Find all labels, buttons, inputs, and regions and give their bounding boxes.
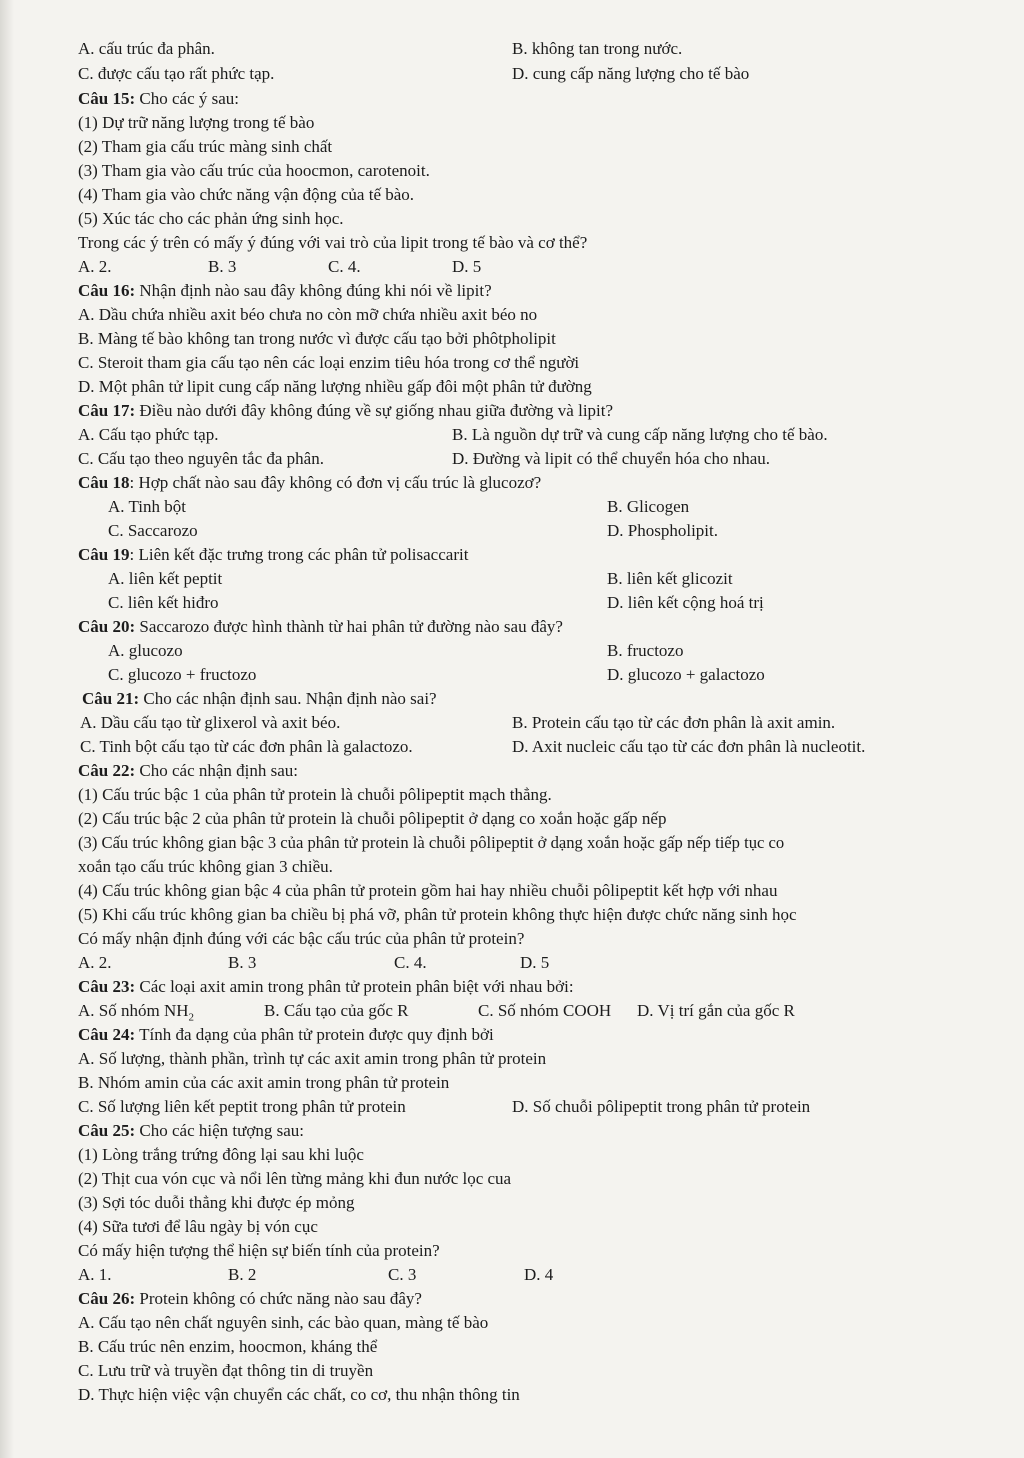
- q17-option-a: A. Cấu tạo phức tạp.: [78, 425, 219, 444]
- q22-stem: Cho các nhận định sau:: [139, 761, 299, 780]
- q18-heading: [78, 472, 541, 494]
- q17-heading: [78, 400, 613, 422]
- q20-heading: [78, 616, 563, 638]
- q26-label: Câu 26:: [78, 1289, 136, 1308]
- q19-option-b: B. liên kết glicozit: [607, 569, 733, 588]
- q25-option-a: A. 1.: [78, 1265, 112, 1284]
- q22-option-c: C. 4.: [394, 953, 427, 972]
- q23-option-b: B. Cấu tạo của gốc R: [264, 1001, 409, 1020]
- page-edge-shadow: [0, 0, 14, 1458]
- q24-label: Câu 24:: [78, 1025, 136, 1044]
- q17-option-b: B. Là nguồn dự trữ và cung cấp năng lượng cho tế bào.: [452, 425, 828, 444]
- q19-heading: [78, 544, 468, 566]
- q26-option-d: D. Thực hiện việc vận chuyển các chất, co cơ, thu nhận thông tin: [78, 1385, 520, 1404]
- q19-option-c: C. liên kết hiđro: [108, 593, 219, 612]
- q25-label: Câu 25:: [78, 1121, 136, 1140]
- q22-item-1: (1) Cấu trúc bậc 1 của phân tử protein là chuỗi pôlipeptit mạch thẳng.: [78, 785, 552, 804]
- q22-option-d: D. 5: [520, 953, 550, 972]
- q15-option-a: A. 2.: [78, 257, 112, 276]
- q15-option-b: B. 3: [208, 257, 237, 276]
- q26-stem: Protein không có chức năng nào sau đây?: [139, 1289, 422, 1308]
- q16-option-d: D. Một phân tử lipit cung cấp năng lượng nhiều gấp đôi một phân tử đường: [78, 377, 592, 396]
- q20-option-a: A. glucozo: [108, 641, 183, 660]
- q16-stem: Nhận định nào sau đây không đúng khi nói về lipit?: [139, 281, 492, 300]
- q20-option-d: D. glucozo + galactozo: [607, 665, 765, 684]
- q22-option-b: B. 3: [228, 953, 257, 972]
- q25-option-c: C. 3: [388, 1265, 417, 1284]
- q26-option-a: A. Cấu tạo nên chất nguyên sinh, các bào quan, màng tế bào: [78, 1313, 489, 1332]
- q21-option-b: B. Protein cấu tạo từ các đơn phân là axit amin.: [512, 713, 836, 732]
- q21-option-c: C. Tinh bột cấu tạo từ các đơn phân là galactozo.: [80, 737, 413, 756]
- q15-option-d: D. 5: [452, 257, 482, 276]
- q23-option-c: C. Số nhóm COOH: [478, 1001, 612, 1020]
- q17-option-c: C. Cấu tạo theo nguyên tắc đa phân.: [78, 449, 324, 468]
- q23-option-a-text: A. Số nhóm NH: [78, 1001, 189, 1020]
- q20-label: Câu 20:: [78, 617, 136, 636]
- q15-stem: Cho các ý sau:: [139, 89, 240, 108]
- q18-option-a: A. Tinh bột: [108, 497, 186, 516]
- q22-item-3-cont: xoắn tạo cấu trúc không gian 3 chiều.: [78, 857, 333, 876]
- q22-question: Có mấy nhận định đúng với các bậc cấu trúc của phân tử protein?: [78, 929, 525, 948]
- q25-item-2: (2) Thịt cua vón cục và nổi lên từng mảng khi đun nước lọc cua: [78, 1169, 512, 1188]
- q20-stem: Saccarozo được hình thành từ hai phân tử đường nào sau đây?: [139, 617, 563, 636]
- q18-label: Câu 18: [78, 473, 130, 492]
- q19-option-d: D. liên kết cộng hoá trị: [607, 593, 764, 612]
- q22-item-3: (3) Cấu trúc không gian bậc 3 của phân tử protein là chuỗi pôlipeptit ở dạng xoắn hoặc gấp nếp tiếp tục co: [78, 833, 785, 852]
- q20-option-c: C. glucozo + fructozo: [108, 665, 257, 684]
- q15-item-1: (1) Dự trữ năng lượng trong tế bào: [78, 113, 315, 132]
- q25-item-3: (3) Sợi tóc duỗi thẳng khi được ép mỏng: [78, 1193, 355, 1212]
- q26-option-c: C. Lưu trữ và truyền đạt thông tin di truyền: [78, 1361, 374, 1380]
- q19-stem: : Liên kết đặc trưng trong các phân tử polisaccarit: [129, 545, 469, 564]
- q23-option-a-subscript: 2: [188, 1011, 195, 1024]
- q26-option-b: B. Cấu trúc nên enzim, hoocmon, kháng thể: [78, 1337, 378, 1356]
- q15-heading: [78, 88, 239, 110]
- q17-option-d: D. Đường và lipit có thể chuyển hóa cho nhau.: [452, 449, 770, 468]
- q15-question: Trong các ý trên có mấy ý đúng với vai trò của lipit trong tế bào và cơ thể?: [78, 233, 588, 252]
- q22-heading: [78, 760, 298, 782]
- q19-label: Câu 19: [78, 545, 130, 564]
- q20-option-b: B. fructozo: [607, 641, 684, 660]
- q25-option-d: D. 4: [524, 1265, 554, 1284]
- q21-heading: [82, 688, 437, 710]
- q15-item-4: (4) Tham gia vào chức năng vận động của tế bào.: [78, 185, 415, 204]
- q16-heading: [78, 280, 492, 302]
- q22-label: Câu 22:: [78, 761, 136, 780]
- q17-label: Câu 17:: [78, 401, 136, 420]
- q23-label: Câu 23:: [78, 977, 136, 996]
- q14-option-a: A. cấu trúc đa phân.: [78, 39, 215, 58]
- q24-option-a: A. Số lượng, thành phần, trình tự các axit amin trong phân tử protein: [78, 1049, 547, 1068]
- q25-option-b: B. 2: [228, 1265, 257, 1284]
- q23-option-d: D. Vị trí gắn của gốc R: [637, 1001, 795, 1020]
- q19-option-a: A. liên kết peptit: [108, 569, 223, 588]
- q24-heading: [78, 1024, 494, 1046]
- q16-label: Câu 16:: [78, 281, 136, 300]
- q26-heading: [78, 1288, 422, 1310]
- q14-option-c: C. được cấu tạo rất phức tạp.: [78, 64, 275, 83]
- q21-option-a: A. Dầu cấu tạo từ glixerol và axit béo.: [80, 713, 341, 732]
- q24-option-c: C. Số lượng liên kết peptit trong phân tử protein: [78, 1097, 406, 1116]
- q22-option-a: A. 2.: [78, 953, 112, 972]
- q14-option-d: D. cung cấp năng lượng cho tế bào: [512, 64, 750, 83]
- q18-stem: : Hợp chất nào sau đây không có đơn vị cấu trúc là glucozơ?: [129, 473, 542, 492]
- q23-stem: Các loại axit amin trong phân tử protein phân biệt với nhau bởi:: [139, 977, 574, 996]
- q25-stem: Cho các hiện tượng sau:: [139, 1121, 304, 1140]
- q25-item-4: (4) Sữa tươi để lâu ngày bị vón cục: [78, 1217, 318, 1236]
- q24-option-d: D. Số chuỗi pôlipeptit trong phân tử protein: [512, 1097, 811, 1116]
- q15-option-c: C. 4.: [328, 257, 361, 276]
- q22-item-2: (2) Cấu trúc bậc 2 của phân tử protein là chuỗi pôlipeptit ở dạng co xoắn hoặc gấp nếp: [78, 809, 667, 828]
- q22-item-5: (5) Khi cấu trúc không gian ba chiều bị phá vỡ, phân tử protein không thực hiện được chức năng sinh học: [78, 905, 797, 924]
- q15-item-3: (3) Tham gia vào cấu trúc của hoocmon, carotenoit.: [78, 161, 430, 180]
- q25-heading: [78, 1120, 304, 1142]
- q25-question: Có mấy hiện tượng thể hiện sự biến tính của protein?: [78, 1241, 440, 1260]
- q21-option-d: D. Axit nucleic cấu tạo từ các đơn phân là nucleotit.: [512, 737, 866, 756]
- q18-option-b: B. Glicogen: [607, 497, 690, 516]
- q18-option-c: C. Saccarozo: [108, 521, 198, 540]
- q15-item-5: (5) Xúc tác cho các phản ứng sinh học.: [78, 209, 344, 228]
- q16-option-c: C. Steroit tham gia cấu tạo nên các loại enzim tiêu hóa trong cơ thể người: [78, 353, 580, 372]
- q15-item-2: (2) Tham gia cấu trúc màng sinh chất: [78, 137, 333, 156]
- q24-option-b: B. Nhóm amin của các axit amin trong phân tử protein: [78, 1073, 450, 1092]
- q14-option-b: B. không tan trong nước.: [512, 39, 683, 58]
- q22-item-4: (4) Cấu trúc không gian bậc 4 của phân tử protein gồm hai hay nhiều chuỗi pôlipeptit kết hợp với nhau: [78, 881, 778, 900]
- q24-stem: Tính đa dạng của phân tử protein được quy định bởi: [139, 1025, 494, 1044]
- q16-option-a: A. Dầu chứa nhiều axit béo chưa no còn mỡ chứa nhiều axit béo no: [78, 305, 538, 324]
- q25-item-1: (1) Lòng trắng trứng đông lại sau khi luộc: [78, 1145, 364, 1164]
- q18-option-d: D. Phospholipit.: [607, 521, 718, 540]
- q21-label: Câu 21:: [82, 689, 140, 708]
- q17-stem: Điều nào dưới đây không đúng về sự giống nhau giữa đường và lipit?: [139, 401, 614, 420]
- q15-label: Câu 15:: [78, 89, 136, 108]
- q16-option-b: B. Màng tế bào không tan trong nước vì được cấu tạo bởi phôtpholipit: [78, 329, 556, 348]
- q21-stem: Cho các nhận định sau. Nhận định nào sai?: [143, 689, 437, 708]
- q23-heading: [78, 976, 574, 998]
